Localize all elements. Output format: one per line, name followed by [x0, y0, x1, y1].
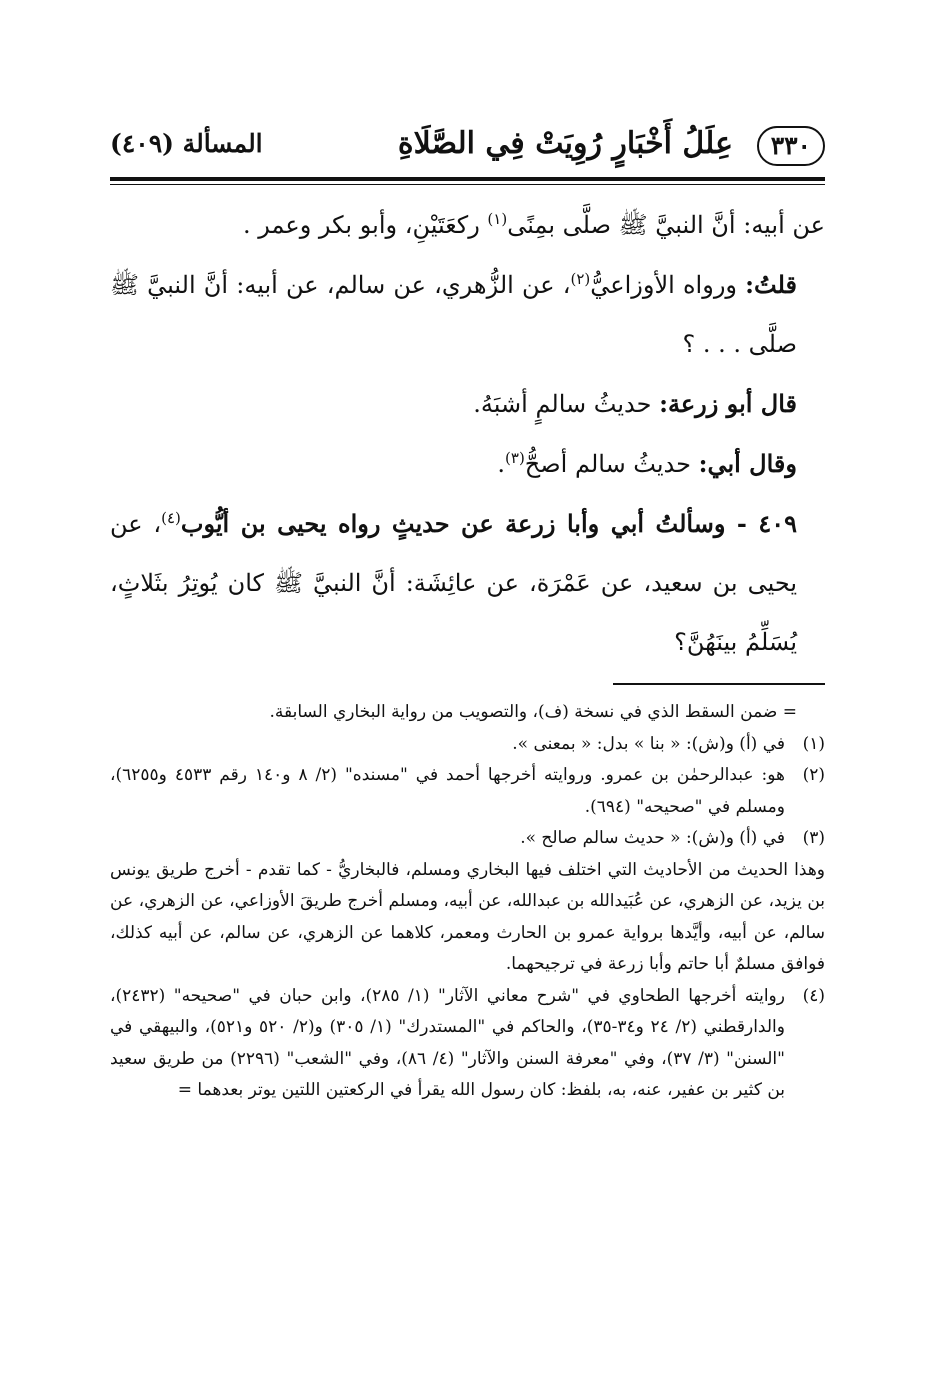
footnote-text: روايته أخرجها الطحاوي في "شرح معاني الآثار" (١/ ٢٨٥)، وابن حبان في "صحيحه" (٢٤٣٢)، والدارقطني (٢/ ٢٤ و٣٤-٣٥)، والحاكم في "المستدرك" (١/ ٣٠٥) و(٢/ ٥٢٠ و٥٢١)، والبيهقي في "السنن" (٣/ ٣٧)، وفي "معرفة السنن والآثار" (٤/ ٨٦)، وفي "الشعب" (٢٢٩٦) من طريق سعيد بن كثير بن عفير، عنه، به، بلفظ: كان رسول الله يقرأ في الركعتين اللتين يوتر بعدهما = — [110, 985, 785, 1100]
issue-label: المسألة (٤٠٩) — [110, 129, 263, 158]
footnotes — [110, 697, 825, 1107]
footnote-text: وهذا الحديث من الأحاديث التي اختلف فيها البخاري ومسلم، فالبخاريُّ - كما تقدم - أخرج طريق يونس بن يزيد، عن الزهري، عن عُبَيدالله بن عبدالله، عن أبيه، ومسلم أخرج طريقَ الأوزاعي، عن الزهري، عن سالم، عن أبيه، وأيَّدها برواية عمرو بن الحارث ومعمر، كلاهما عن الزهري، عن سالم، عن أبيه كذلك، فوافق مسلمٌ أبا حاتم وأبا زرعة في ترجيحهما. — [110, 859, 825, 974]
header-rule — [110, 177, 825, 181]
header-rule-thin — [110, 184, 825, 185]
footnote — [110, 823, 825, 855]
main-text — [110, 196, 825, 672]
footnote-number: (٤) — [802, 985, 825, 1006]
footnote-ref[interactable]: (٣) — [505, 449, 525, 467]
footnote-number: (٢) — [802, 765, 825, 785]
paragraph: قال أبو زرعة: حديثُ سالمٍ أشبَهُ. — [473, 389, 797, 418]
footnote-ref[interactable]: (٤) — [161, 509, 181, 527]
footnote-text: في (أ) و(ش): « حديث سالم صالح ». — [520, 828, 785, 848]
paragraph: ٤٠٩ - وسألتُ أبي وأبا زرعة عن حديثٍ رواه يحيى بن أيُّوب$^{(٤)}$، عن يحيى بن سعيد، عن عَمْرَة، عن عائِشَة: أنَّ النبيَّ ﷺ كان يُوتِرُ بثَلاثٍ، يُسَلِّمُ بينَهُنَّ؟ — [110, 509, 797, 656]
footnote-continuation: = ضمن السقط الذي في نسخة (ف)، والتصويب من رواية البخاري السابقة. — [269, 702, 797, 722]
paragraph: قلتُ: ورواه الأوزاعيُّ$^{(٢)}$، عن الزُّهري، عن سالم، عن أبيه: أنَّ النبيَّ ﷺ صلَّى . . . ؟ — [110, 270, 798, 358]
book-title: عِلَلُ أَخْبَارٍ رُوِيَتْ فِي الصَّلَاةِ — [397, 126, 733, 161]
paragraph: عن أبيه: أنَّ النبيَّ ﷺ صلَّى بمِنًى$^{(١)}$ ركعَتَيْنِ، وأبو بكر وعمر . — [243, 210, 825, 239]
footnote-text: في (أ) و(ش): « بنا » بدل: « بمعنى ». — [512, 733, 785, 754]
footnote-text: هو: عبدالرحمٰن بن عمرو. وروايته أخرجها أحمد في "مسنده" (٢/ ٨ و١٤٠ رقم ٤٥٣٣ و٦٢٥٥)، ومسلم في "صحيحه" (٦٩٤). — [110, 765, 785, 817]
footnote — [110, 981, 825, 1107]
paragraph: وقال أبي: حديثُ سالم أصحُّ$^{(٣)}$. — [497, 449, 797, 478]
footnote-number: (١) — [802, 733, 825, 754]
footnote — [110, 760, 825, 823]
page-number: ٣٣٠ — [757, 126, 825, 166]
footnote-number: (٣) — [802, 828, 825, 848]
footnote-ref[interactable]: (١) — [487, 210, 508, 228]
issue-heading: ٤٠٩ - وسألتُ أبي وأبا زرعة عن حديثٍ رواه يحيى بن أيُّوب — [180, 509, 797, 538]
footnote-ref[interactable]: (٢) — [570, 270, 591, 288]
footnote-separator — [613, 683, 825, 685]
footnote — [110, 729, 825, 761]
page-header — [110, 122, 825, 172]
